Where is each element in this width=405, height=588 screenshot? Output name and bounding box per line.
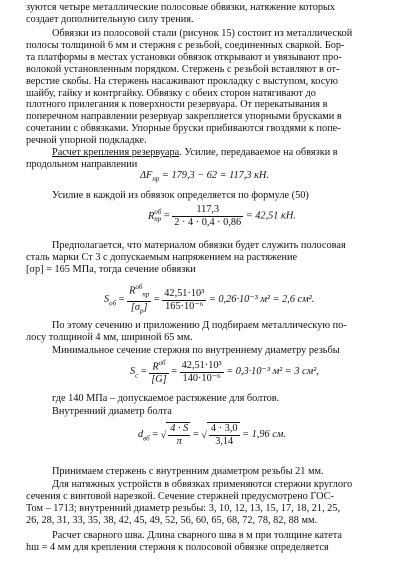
paragraph-bolt-stress: где 140 МПа – допускаемое растяжение для болтов.	[52, 393, 280, 404]
text-line: сталь марки Ст 3 с допускаемым напряжением на растяжение	[26, 251, 298, 263]
equation-strap-force: R об пр = $\frac{117,3}{2 \cdot 4 \cdot 0,4 \cdot 0,86}$ = 42,51 кН.	[148, 204, 296, 228]
paragraph-calc-heading: Расчет крепления резервуара. Усилие, передаваемое на обвязки в продольном направлении	[26, 147, 396, 171]
text-line: плотного прилегания к поверхности резервуара. От перекатывания в	[26, 99, 328, 111]
paragraph-strap-description	[26, 28, 396, 147]
equation-strap-section: $S_{об}$ = $\frac{R^{об}_{пр}}{[\sigma_р]}$ = $\frac{\text{42,51·10³}}{\text{165·10⁻⁶}}$ = 0,26·10⁻³ м² = 2,6 см².	[104, 283, 315, 316]
equation-bolt-diameter: $d_{вб}$ = √ $\frac{4 \cdot S}{\pi}$ = √ $\frac{4 \cdot 3,0}{3,14}$ = 1,96 см.	[138, 423, 286, 447]
equation-rod-section: $S_c$ = $\frac{R^{об}}{[G]}$ = $\frac{\text{42,51·10³}}{\text{140·10⁻⁶}}$ = 0,3·10⁻³ м² = 3 см²,	[130, 359, 319, 386]
paragraph-intro	[26, 2, 396, 26]
text-line: 26, 28, 31, 33, 35, 38, 42, 45, 49, 52, 56, 60, 65, 68, 72, 78, 82, 88 мм.	[26, 514, 318, 526]
text-line: Для натяжных устройств в обвязках применяются стержни круглого	[52, 479, 353, 490]
text-line: Расчет сварного шва. Длина сварного шва в м при толщине катета	[52, 530, 343, 541]
paragraph-weld-calc	[26, 530, 396, 554]
paragraph-bolt-diameter: Внутренний диаметр болта	[52, 406, 172, 417]
text-line: та платформы в местах установки обвязок открывают и увязывают про-	[26, 51, 342, 63]
text-line: [σр] = 165 МПа, тогда сечение обвязки	[26, 263, 196, 275]
text-line: лосу толщиной 4 мм, шириной 65 мм.	[26, 331, 193, 343]
text-line: шайбу, гайку и контргайку. Обвязку с обеих сторон натягивают до	[26, 87, 316, 99]
section-heading-reservoir-fastening: Расчет крепления резервуара	[52, 147, 180, 158]
text-line: Том – 1713; внутренний диаметр резьбы: 3, 10, 12, 13, 15, 17, 18, 21, 25,	[26, 502, 341, 514]
text-line: волокой установленным порядком. Стержень с резьбой вставляют в от-	[26, 63, 340, 75]
paragraph-material	[26, 240, 396, 276]
text-line: речной упорной подкладке.	[26, 135, 147, 147]
paragraph-tension-devices	[26, 479, 396, 527]
paragraph-force-per-strap: Усилие в каждой из обвязок определяется по формуле (50)	[52, 190, 309, 201]
text-line: сочетании с обвязками. Упорные бруски прибиваются гвоздями к попе-	[26, 123, 341, 135]
text-line: верстие скобы. На стержень насаживают прокладку с выступом, косую	[26, 75, 338, 87]
text-line: создает дополнительную силу трения.	[26, 13, 194, 25]
text-line: зуются четыре металлические полосовые обвязки, натяжение которых	[26, 2, 336, 13]
paragraph-rod-section: Минимальное сечение стержня по внутреннему диаметру резьбы	[52, 345, 340, 356]
text-line: Обвязки из полосовой стали (рисунок 15) состоит из металлической	[52, 28, 353, 39]
text-line: поперечном направлении резервуар закрепляется упорными брусками в	[26, 111, 342, 123]
text-line: hш = 4 мм для крепления стержня к полосовой обвязке определяется	[26, 541, 329, 553]
text-line: продольном направлении	[26, 158, 138, 170]
paragraph-rod-choice: Принимаем стержень с внутренним диаметром резьбы 21 мм.	[52, 466, 324, 477]
text-line: По этому сечению и приложению Д подбираем металлическую по-	[52, 320, 347, 331]
equation-longitudinal-force: $\Delta F_{пр} = 179,3 - 62 = 117,3$ кН.	[140, 170, 269, 184]
text-line: полосы толщиной 6 мм и стержня с резьбой, соединенных сваркой. Бор-	[26, 39, 345, 51]
text-line: Предполагается, что материалом обвязки будет служить полосовая	[52, 240, 346, 251]
paragraph-strap-choice	[26, 320, 396, 344]
text-line: сечения с винтовой нарезкой. Сечение стержней предусмотрено ГОС-	[26, 490, 334, 502]
